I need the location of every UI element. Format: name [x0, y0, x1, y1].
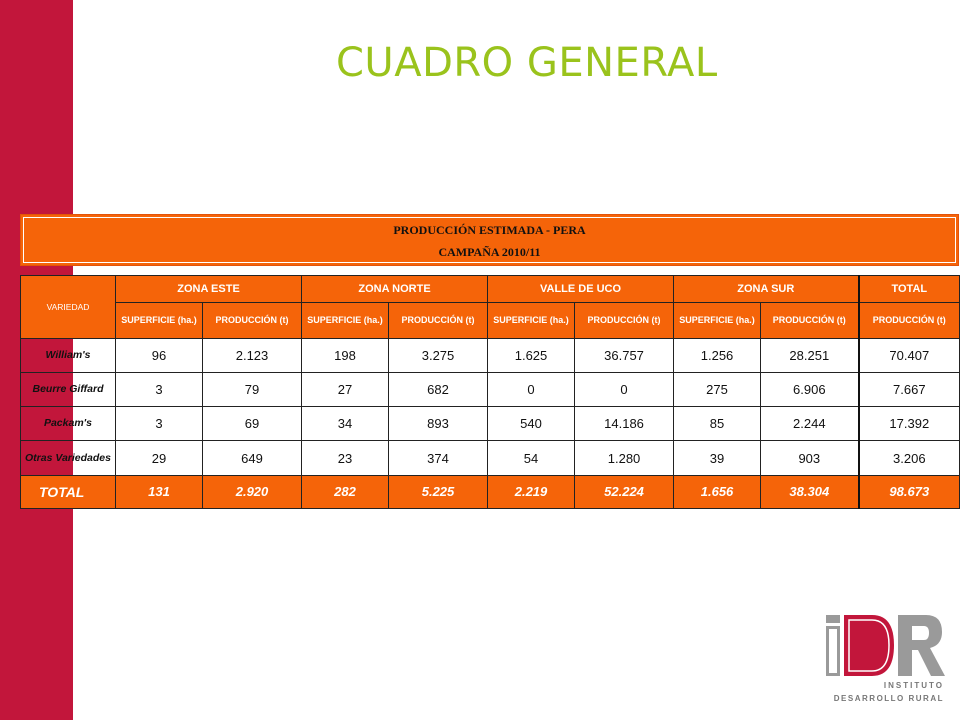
table-row: [21, 338, 960, 372]
table-row: [21, 407, 960, 441]
variedad-header: VARIEDAD: [21, 276, 116, 339]
table-cell: 14.186: [575, 407, 674, 441]
total-cell: 1.656: [674, 475, 761, 508]
total-cell: 52.224: [575, 475, 674, 508]
superficie-header: SUPERFICIE (ha.): [674, 303, 761, 338]
logo-letter-r: [898, 615, 945, 676]
table-cell: 70.407: [859, 338, 960, 372]
total-cell: 5.225: [389, 475, 488, 508]
table-cell: 275: [674, 372, 761, 406]
row-label: William's: [21, 338, 116, 372]
table-cell: 27: [302, 372, 389, 406]
zone-header: VALLE DE UCO: [488, 276, 674, 303]
banner-title: PRODUCCIÓN ESTIMADA - PERA: [393, 223, 586, 237]
table-cell: 3.206: [859, 441, 960, 475]
table-cell: 198: [302, 338, 389, 372]
zone-header: ZONA SUR: [674, 276, 859, 303]
table-cell: 893: [389, 407, 488, 441]
total-cell: 38.304: [761, 475, 859, 508]
table-cell: 1.625: [488, 338, 575, 372]
sub-header-row: [21, 303, 960, 338]
total-cell: 282: [302, 475, 389, 508]
table-cell: 17.392: [859, 407, 960, 441]
table-cell: 69: [203, 407, 302, 441]
table-cell: 3.275: [389, 338, 488, 372]
table-cell: 85: [674, 407, 761, 441]
superficie-header: SUPERFICIE (ha.): [302, 303, 389, 338]
zone-header: ZONA NORTE: [302, 276, 488, 303]
table-cell: 7.667: [859, 372, 960, 406]
table-cell: 39: [674, 441, 761, 475]
produccion-header: PRODUCCIÓN (t): [203, 303, 302, 338]
table-cell: 374: [389, 441, 488, 475]
total-cell: 2.920: [203, 475, 302, 508]
table-cell: 54: [488, 441, 575, 475]
table-row: [21, 441, 960, 475]
total-cell: 2.219: [488, 475, 575, 508]
total-label: TOTAL: [21, 475, 116, 508]
superficie-header: SUPERFICIE (ha.): [116, 303, 203, 338]
table-cell: 2.123: [203, 338, 302, 372]
table-cell: 96: [116, 338, 203, 372]
table-cell: 36.757: [575, 338, 674, 372]
logo-letter-d: [844, 615, 894, 676]
row-label: Beurre Giffard: [21, 372, 116, 406]
produccion-header: PRODUCCIÓN (t): [389, 303, 488, 338]
zone-header-row: [21, 276, 960, 303]
table-cell: 540: [488, 407, 575, 441]
table-cell: 34: [302, 407, 389, 441]
slide-title: CUADRO GENERAL: [336, 40, 718, 86]
row-label: Packam's: [21, 407, 116, 441]
table-cell: 3: [116, 372, 203, 406]
table-cell: 1.280: [575, 441, 674, 475]
total-row: [21, 475, 960, 508]
produccion-header: PRODUCCIÓN (t): [859, 303, 960, 338]
table-cell: 1.256: [674, 338, 761, 372]
table-cell: 2.244: [761, 407, 859, 441]
production-table: [20, 275, 960, 509]
table-cell: 6.906: [761, 372, 859, 406]
table-cell: 0: [488, 372, 575, 406]
table-cell: 682: [389, 372, 488, 406]
row-label: Otras Variedades: [21, 441, 116, 475]
table-banner: [20, 214, 959, 266]
table-cell: 23: [302, 441, 389, 475]
table-cell: 649: [203, 441, 302, 475]
produccion-header: PRODUCCIÓN (t): [575, 303, 674, 338]
table-cell: 903: [761, 441, 859, 475]
banner-inner-frame: [23, 217, 956, 263]
produccion-header: PRODUCCIÓN (t): [761, 303, 859, 338]
table-cell: 29: [116, 441, 203, 475]
superficie-header: SUPERFICIE (ha.): [488, 303, 575, 338]
zone-header: ZONA ESTE: [116, 276, 302, 303]
logo-line1: INSTITUTO: [883, 681, 944, 690]
idr-logo: [822, 612, 948, 708]
total-cell: 131: [116, 475, 203, 508]
table-cell: 3: [116, 407, 203, 441]
total-cell: 98.673: [859, 475, 960, 508]
table-cell: 79: [203, 372, 302, 406]
logo-line2: DESARROLLO RURAL: [833, 694, 944, 703]
table-cell: 0: [575, 372, 674, 406]
table-row: [21, 372, 960, 406]
zone-header: TOTAL: [859, 276, 960, 303]
banner-subtitle: CAMPAÑA 2010/11: [438, 245, 541, 259]
table-cell: 28.251: [761, 338, 859, 372]
